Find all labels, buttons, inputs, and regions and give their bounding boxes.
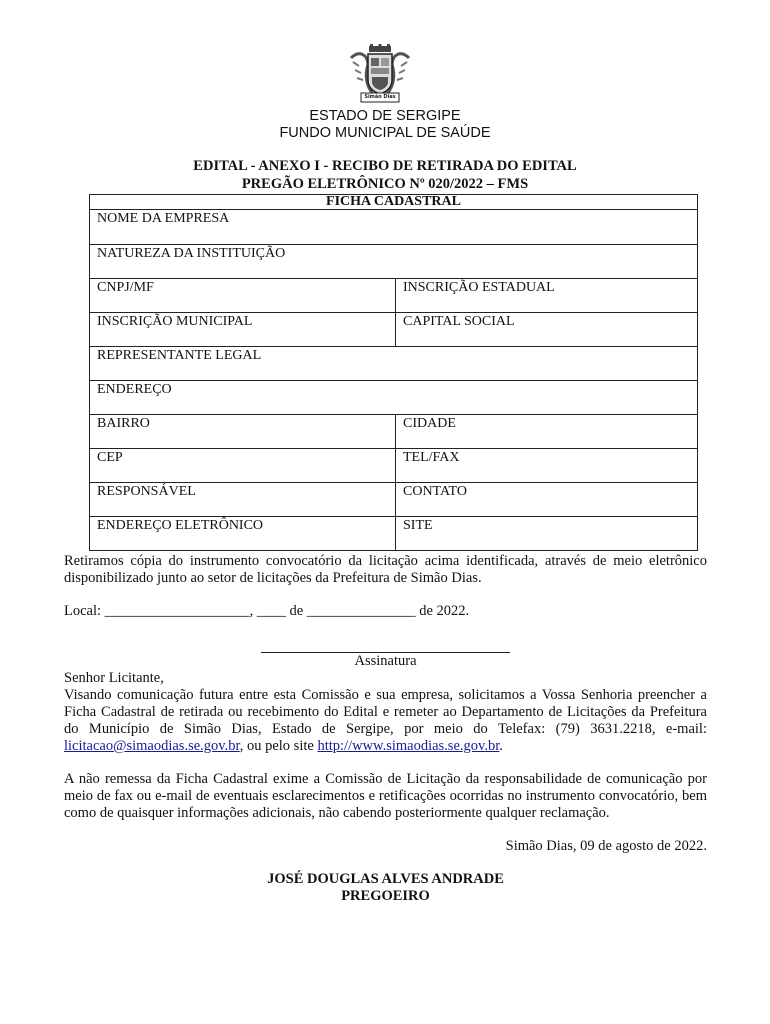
document-subtitle: PREGÃO ELETRÔNICO Nº 020/2022 – FMS bbox=[241, 176, 529, 192]
address-field[interactable]: ENDEREÇO bbox=[90, 381, 698, 415]
form-heading: FICHA CADASTRAL bbox=[90, 195, 698, 210]
website-field[interactable]: SITE bbox=[396, 517, 698, 551]
legal-representative-field[interactable]: REPRESENTANTE LEGAL bbox=[90, 347, 698, 381]
period: . bbox=[499, 738, 503, 754]
instruction-paragraph bbox=[64, 687, 707, 755]
state-registration-field[interactable]: INSCRIÇÃO ESTADUAL bbox=[396, 279, 698, 313]
crest-caption: Simão Dias bbox=[364, 94, 396, 100]
place-date-line: Local: ____________________, ____ de _______________ de 2022. bbox=[64, 603, 470, 619]
contact-field[interactable]: CONTATO bbox=[396, 483, 698, 517]
signatory-name: JOSÉ DOUGLAS ALVES ANDRADE bbox=[267, 871, 504, 887]
institution-nature-field[interactable]: NATUREZA DA INSTITUIÇÃO bbox=[90, 245, 698, 279]
signature-label: Assinatura bbox=[354, 653, 417, 669]
disclaimer-paragraph: A não remessa da Ficha Cadastral exime a Comissão de Licitação da responsabilidade de comunicação por meio de fax ou e-mail de eventuais esclarecimentos e retificações ocorridas no instrumento convocatório, bem como de quaisquer informações adicionais, não cabendo posteriormente qualquer reclamação. bbox=[64, 771, 707, 821]
cnpj-field[interactable]: CNPJ/MF bbox=[90, 279, 396, 313]
responsible-field[interactable]: RESPONSÁVEL bbox=[90, 483, 396, 517]
phone-fax-field[interactable]: TEL/FAX bbox=[396, 449, 698, 483]
city-field[interactable]: CIDADE bbox=[396, 415, 698, 449]
salutation: Senhor Licitante, bbox=[64, 670, 164, 686]
registration-form-table bbox=[89, 194, 698, 551]
signatory-role: PREGOEIRO bbox=[341, 888, 430, 904]
site-text: , ou pelo site bbox=[239, 738, 318, 754]
document-title: EDITAL - ANEXO I - RECIBO DE RETIRADA DO EDITAL bbox=[193, 158, 577, 174]
website-link[interactable]: http://www.simaodias.se.gov.br bbox=[317, 738, 500, 754]
state-name: ESTADO DE SERGIPE bbox=[309, 108, 461, 124]
email-address-field[interactable]: ENDEREÇO ELETRÔNICO bbox=[90, 517, 396, 551]
fund-name: FUNDO MUNICIPAL DE SAÚDE bbox=[279, 125, 491, 141]
capital-field[interactable]: CAPITAL SOCIAL bbox=[396, 313, 698, 347]
date-line: Simão Dias, 09 de agosto de 2022. bbox=[505, 838, 707, 854]
municipal-registration-field[interactable]: INSCRIÇÃO MUNICIPAL bbox=[90, 313, 396, 347]
withdrawal-statement: Retiramos cópia do instrumento convocatório da licitação acima identificada, através de meio eletrônico disponibilizado junto ao setor de licitações da Prefeitura de Simão Dias. bbox=[64, 553, 707, 586]
email-link[interactable]: licitacao@simaodias.se.gov.br bbox=[64, 738, 240, 754]
instruction-text: Visando comunicação futura entre esta Comissão e sua empresa, solicitamos a Vossa Senhoria preencher a Ficha Cadastral de retirada ou recebimento do Edital e remeter ao Departamento de Licitações da Prefeitura do Município de Simão Dias, Estado de Sergipe, por meio do Telefax: (79) 3631.2218, e-mail: bbox=[64, 687, 707, 737]
neighborhood-field[interactable]: BAIRRO bbox=[90, 415, 396, 449]
zip-code-field[interactable]: CEP bbox=[90, 449, 396, 483]
company-name-field[interactable]: NOME DA EMPRESA bbox=[90, 210, 698, 245]
